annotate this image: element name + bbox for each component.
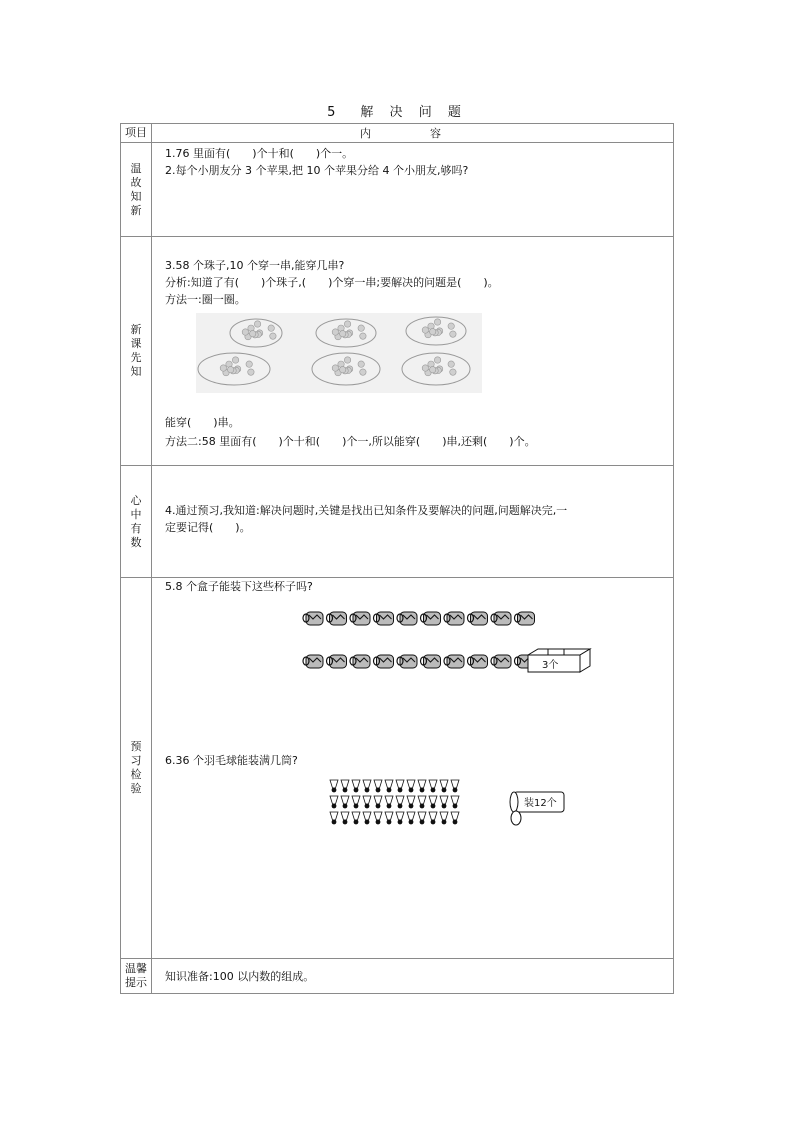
cup-icon [397, 655, 417, 668]
shuttlecock-icon [440, 780, 448, 792]
question-5: 5.8 个盒子能装下这些杯子吗? [165, 580, 313, 593]
cup-icon [374, 612, 394, 625]
bead [339, 366, 345, 372]
bead [246, 361, 252, 367]
bead [332, 365, 338, 371]
shuttlecock-icon [352, 780, 360, 792]
shuttlecock-icon [330, 796, 338, 808]
question-2: 2.每个小朋友分 3 个苹果,把 10 个苹果分给 4 个小朋友,够吗? [165, 164, 469, 177]
bead [434, 319, 440, 325]
shuttlecock-icon [385, 812, 393, 824]
cup-icon [515, 612, 535, 625]
bead [358, 361, 364, 367]
bead [344, 357, 350, 363]
review-content [152, 143, 674, 237]
bead [270, 333, 276, 339]
cup-icon [468, 612, 488, 625]
cups-illustration [302, 608, 594, 678]
bead [344, 321, 350, 327]
bead [220, 365, 226, 371]
mind-content [152, 466, 674, 578]
bead [339, 330, 345, 336]
cup-icon [327, 612, 347, 625]
shuttlecock-icon [407, 812, 415, 824]
shuttlecock-icon [341, 796, 349, 808]
shuttlecock-icon [440, 796, 448, 808]
cup-icon [374, 655, 394, 668]
mind-label: 心中有数 [121, 466, 152, 578]
bead [450, 369, 456, 375]
tip-text: 知识准备:100 以内数的组成。 [165, 969, 315, 983]
analysis-line: 分析:知道了有( )个珠子,( )个穿一串;要解决的问题是( )。 [165, 276, 499, 289]
beads-illustration [196, 313, 482, 393]
bead [360, 333, 366, 339]
shuttlecock-icon [418, 812, 426, 824]
shuttlecock-icon [429, 780, 437, 792]
shuttlecock-icon [396, 796, 404, 808]
bead [429, 328, 435, 334]
question-3: 3.58 个珠子,10 个穿一串,能穿几串? [165, 259, 345, 272]
shuttlecock-icon [341, 812, 349, 824]
shuttlecock-icon [418, 780, 426, 792]
shuttlecock-rows [330, 780, 459, 824]
shuttlecock-icon [451, 812, 459, 824]
shuttlecock-icon [363, 796, 371, 808]
shuttlecock-icon [407, 796, 415, 808]
cup-icon [350, 655, 370, 668]
bead [448, 323, 454, 329]
cup-icon [468, 655, 488, 668]
bead [248, 369, 254, 375]
check-content [152, 578, 674, 959]
bead [360, 369, 366, 375]
shuttlecock-icon [451, 796, 459, 808]
bead [448, 361, 454, 367]
shuttlecock-icon [407, 780, 415, 792]
cup-icon [303, 612, 323, 625]
cups-row-1 [303, 612, 535, 625]
shuttlecock-icon [429, 796, 437, 808]
preview-row [121, 237, 674, 466]
shuttlecock-icon [352, 812, 360, 824]
shuttlecock-icon [451, 780, 459, 792]
review-row [121, 143, 674, 237]
method-1: 方法一:圈一圈。 [165, 293, 246, 306]
cup-icon [350, 612, 370, 625]
box-icon [528, 649, 590, 672]
shuttlecock-icon [385, 780, 393, 792]
check-label: 预习检验 [121, 578, 152, 959]
tube-label: 装12个 [524, 798, 557, 809]
shuttlecock-icon [374, 780, 382, 792]
question-1: 1.76 里面有( )个十和( )个一。 [165, 147, 354, 160]
shuttlecocks-illustration [328, 778, 588, 836]
question-4-line-1: 4.通过预习,我知道:解决问题时,关键是找出已知条件及要解决的问题,问题解决完,一 [165, 504, 568, 517]
cup-icon [421, 655, 441, 668]
bead [434, 357, 440, 363]
tip-row [121, 959, 674, 994]
cup-icon [421, 612, 441, 625]
can-string-line: 能穿( )串。 [165, 416, 240, 429]
shuttlecock-icon [374, 812, 382, 824]
cup-icon [491, 612, 511, 625]
cup-icon [397, 612, 417, 625]
cup-icon [491, 655, 511, 668]
shuttlecock-icon [341, 780, 349, 792]
bead [358, 325, 364, 331]
bead [232, 357, 238, 363]
bead [450, 331, 456, 337]
shuttlecock-icon [352, 796, 360, 808]
shuttlecock-icon [429, 812, 437, 824]
shuttlecock-icon [440, 812, 448, 824]
preview-content [152, 237, 674, 466]
mind-row [121, 466, 674, 578]
bead [249, 330, 255, 336]
header-content: 内 容 [152, 124, 674, 143]
shuttlecock-icon [363, 812, 371, 824]
shuttlecock-icon [330, 812, 338, 824]
shuttlecock-icon [363, 780, 371, 792]
shuttlecock-icon [396, 780, 404, 792]
box-label: 3个 [542, 660, 559, 671]
check-row [121, 578, 674, 959]
cup-icon [444, 612, 464, 625]
shuttlecock-icon [330, 780, 338, 792]
review-label: 温故知新 [121, 143, 152, 237]
shuttlecock-icon [385, 796, 393, 808]
bead [242, 329, 248, 335]
bead [254, 321, 260, 327]
bead [429, 366, 435, 372]
question-6: 6.36 个羽毛球能装满几筒? [165, 754, 298, 767]
tip-content [152, 959, 674, 994]
bead [332, 329, 338, 335]
cups-row-2 [303, 655, 535, 668]
shuttlecock-icon [374, 796, 382, 808]
bead [422, 327, 428, 333]
method-2: 方法二:58 里面有( )个十和( )个一,所以能穿( )串,还剩( )个。 [165, 435, 536, 448]
bead [268, 325, 274, 331]
header-item: 项目 [121, 124, 152, 143]
shuttlecock-icon [396, 812, 404, 824]
header-row [121, 124, 674, 143]
cup-icon [303, 655, 323, 668]
shuttlecock-icon [418, 796, 426, 808]
page-title: 5 解 决 问 题 [327, 105, 467, 120]
bead [422, 365, 428, 371]
preview-label: 新课先知 [121, 237, 152, 466]
bead [227, 366, 233, 372]
tip-label: 温馨提示 [121, 959, 152, 994]
worksheet-table [120, 123, 674, 994]
question-4-line-2: 定要记得( )。 [165, 521, 251, 534]
cup-icon [444, 655, 464, 668]
cup-icon [327, 655, 347, 668]
